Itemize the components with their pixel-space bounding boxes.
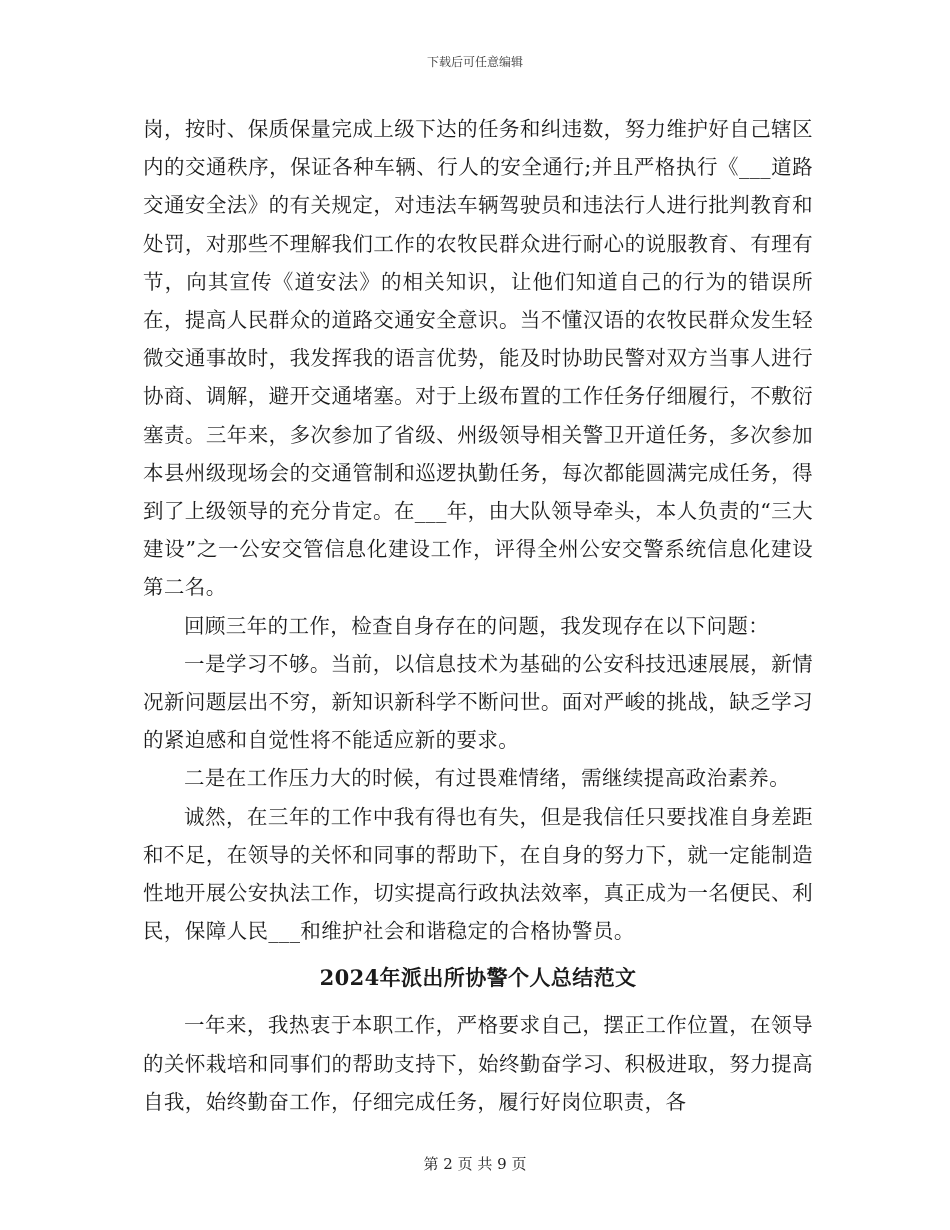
document-body: [143, 110, 813, 1121]
body-paragraph: 二是在工作压力大的时候，有过畏难情绪，需继续提高政治素养。: [184, 766, 791, 791]
body-paragraph: 一是学习不够。当前，以信息技术为基础的公安科技迅速展展，新情况新问题层出不穷，新知识新科学不断问世。面对严峻的挑战，缺乏学习的紧迫感和自觉性将不能适应新的要求。: [143, 651, 813, 753]
section-title: 2024年派出所协警个人总结范文: [319, 965, 637, 991]
body-paragraph: 一年来，我热衷于本职工作，严格要求自己，摆正工作位置，在领导的关怀栽培和同事们的帮助支持下，始终勤奋学习、积极进取，努力提高自我，始终勤奋工作，仔细完成任务，履行好岗位职责，各: [143, 1013, 813, 1114]
body-paragraph: 诚然，在三年的工作中我有得也有失，但是我信任只要找准自身差距和不足，在领导的关怀和同事的帮助下，在自身的努力下，就一定能制造性地开展公安执法工作，切实提高行政执法效率，真正成为一名便民、利民，保障人民___和维护社会和谐稳定的合格协警员。: [143, 804, 813, 944]
page-number: 第 2 页 共 9 页: [423, 1155, 527, 1173]
body-paragraph: 岗，按时、保质保量完成上级下达的任务和纠违数，努力维护好自己辖区内的交通秩序，保证各种车辆、行人的安全通行;并且严格执行《___道路交通安全法》的有关规定，对违法车辆驾驶员和违法行人进行批判教育和处罚，对那些不理解我们工作的农牧民群众进行耐心的说服教育、有理有节，向其宣传《道安法》的相关知识，让他们知道自己的行为的错误所在，提高人民群众的道路交通安全意识。当不懂汉语的农牧民群众发生轻微交通事故时，我发挥我的语言优势，能及时协助民警对双方当事人进行协商、调解，避开交通堵塞。对于上级布置的工作任务仔细履行，不敷衍塞责。三年来，多次参加了省级、州级领导相关警卫开道任务，多次参加本县州级现场会的交通管制和巡逻执勤任务，每次都能圆满完成任务，得到了上级领导的充分肯定。在___年，由大队领导牵头，本人负责的“三大建设”之一公安交管信息化建设工作，评得全州公安交警系统信息化建设第二名。: [143, 117, 813, 600]
header-note: 下载后可任意编辑: [426, 55, 523, 69]
body-paragraph: 回顾三年的工作，检查自身存在的问题，我发现存在以下问题：: [184, 613, 770, 638]
